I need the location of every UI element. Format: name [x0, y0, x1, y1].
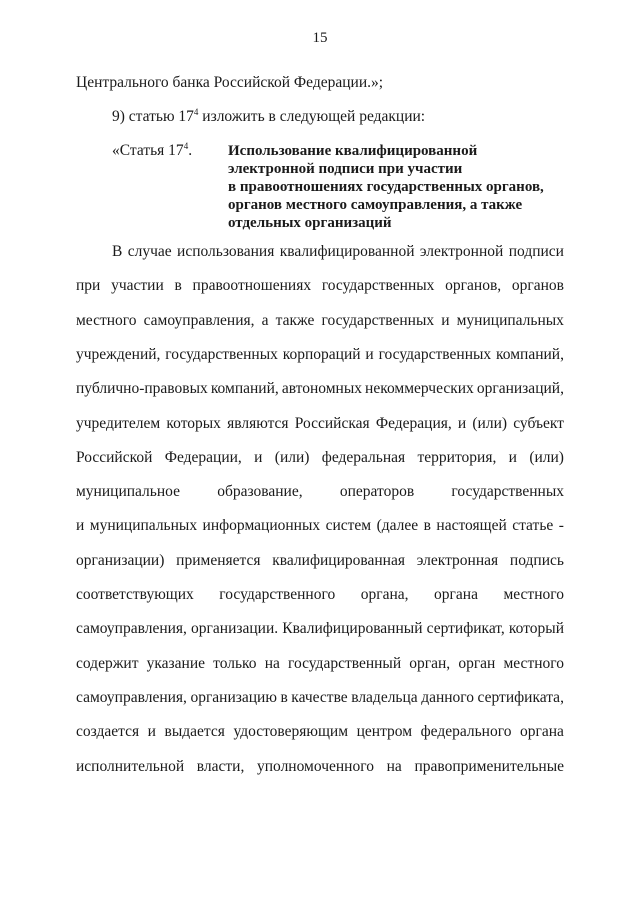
body-word: (или) — [529, 448, 564, 466]
body-word: электронная — [416, 551, 499, 569]
body-word: организаций, — [476, 380, 564, 398]
body-line — [76, 620, 564, 638]
body-word: и — [76, 517, 85, 535]
body-word: - — [558, 517, 564, 535]
body-word: образование, — [217, 483, 303, 501]
body-word: центром — [356, 723, 413, 741]
page-number: 15 — [312, 30, 328, 46]
body-word: Квалифицированный — [282, 620, 423, 638]
body-line — [76, 655, 564, 673]
article-title — [228, 142, 558, 232]
article-title-line: в правоотношениях государственных органов, — [228, 179, 544, 195]
body-word: муниципальных — [456, 311, 564, 329]
body-word: организации) — [76, 551, 165, 569]
body-word: государственных — [321, 311, 435, 329]
body-word: компаний, — [210, 380, 279, 398]
body-word: квалифицированной — [279, 243, 415, 260]
body-word: Российской — [76, 448, 153, 466]
body-word: данного — [421, 688, 475, 706]
body-word: исполнительной — [76, 757, 185, 775]
body-word: и — [457, 414, 467, 432]
body-word: соответствующих — [76, 586, 194, 603]
body-word: на — [386, 757, 402, 775]
body-word: (далее — [376, 517, 419, 535]
body-word: квалифицированная — [272, 551, 405, 569]
body-word: В — [112, 243, 123, 260]
body-word: указание — [146, 654, 206, 672]
body-word: государственного — [219, 586, 336, 603]
body-word: Федерации, — [164, 448, 242, 466]
body-word: в — [174, 277, 182, 295]
body-word: владельца — [351, 688, 418, 706]
body-word: и — [508, 448, 517, 466]
body-word: местного — [76, 311, 137, 329]
body-word: создается — [76, 723, 140, 741]
body-word: федеральная — [321, 448, 406, 466]
item-suffix: изложить в следующей редакции: — [198, 108, 426, 125]
body-word: и — [147, 723, 156, 741]
body-word: органов — [511, 277, 564, 295]
amendment-item — [112, 108, 425, 126]
body-word: сертификат, — [426, 620, 505, 638]
article-title-line: отдельных организаций — [228, 215, 392, 231]
body-word: применяется — [176, 551, 261, 569]
body-word: государственных — [451, 483, 564, 501]
body-word: и — [441, 311, 450, 329]
body-word: компаний, — [496, 345, 564, 363]
body-word: на — [264, 654, 280, 672]
body-word: в — [423, 517, 431, 535]
article-title-line: электронной подписи при участии — [228, 161, 463, 177]
body-word: субъект — [513, 414, 564, 432]
body-word: учреждений, — [76, 345, 161, 363]
body-word: также — [275, 311, 315, 329]
body-word: орган, — [409, 654, 451, 672]
body-word: организации. — [191, 620, 279, 638]
body-word: корпораций — [282, 345, 361, 363]
body-word: качестве — [291, 688, 348, 706]
body-word: использования — [177, 243, 275, 260]
body-word: и — [365, 345, 374, 363]
body-word: уполномоченного — [256, 757, 374, 775]
body-word: и — [254, 448, 263, 466]
body-word: органов, — [445, 277, 502, 295]
body-word: государственных — [165, 345, 278, 363]
body-word: при — [76, 277, 101, 295]
body-word: являются — [227, 414, 289, 432]
body-word: власти, — [196, 757, 245, 775]
body-line — [76, 483, 564, 501]
article-label-prefix: «Статья 17 — [112, 142, 184, 159]
body-word: сертификата, — [477, 688, 564, 706]
body-word: органа, — [360, 586, 409, 603]
body-word: случае — [127, 243, 172, 260]
body-word: систем — [325, 517, 372, 535]
body-word: правоприменительные — [414, 757, 564, 775]
body-line — [76, 415, 564, 433]
article-title-line: органов местного самоуправления, а также — [228, 197, 523, 213]
item-prefix: 9) статью 17 — [112, 108, 194, 125]
body-word: в — [280, 688, 288, 706]
body-word: органа — [434, 586, 478, 603]
body-word: удостоверяющим — [233, 723, 349, 741]
body-word: (или) — [472, 414, 508, 432]
body-word: самоуправления, — [76, 620, 187, 638]
body-word: учредителем — [76, 414, 161, 432]
body-word: органа — [520, 723, 564, 741]
body-word: который — [508, 620, 564, 638]
body-word: государственных — [321, 277, 435, 295]
body-word: Федерация, — [375, 414, 452, 432]
body-word: орган — [458, 654, 496, 672]
body-word: настоящей — [436, 517, 507, 535]
body-word: которых — [166, 414, 221, 432]
intro-line: Центрального банка Российской Федерации.»; — [76, 74, 384, 91]
body-line — [76, 517, 564, 535]
body-word: электронной — [419, 243, 504, 260]
body-word: некоммерческих — [365, 380, 474, 398]
body-word: правоотношениях — [192, 277, 312, 295]
body-word: самоуправления, — [143, 311, 255, 329]
body-word: только — [213, 654, 257, 672]
body-word: государственных — [378, 345, 492, 363]
body-line — [76, 312, 564, 330]
body-line — [112, 243, 564, 261]
body-line — [76, 758, 564, 776]
body-line — [76, 449, 564, 467]
body-word: муниципальное — [76, 483, 180, 501]
body-line — [76, 689, 564, 707]
body-word: федерального — [420, 723, 512, 741]
body-word: статье — [512, 517, 554, 535]
body-word: муниципальных — [89, 517, 198, 535]
body-word: а — [261, 311, 269, 329]
body-word: информационных — [202, 517, 321, 535]
body-word: выдается — [164, 723, 225, 741]
body-word: территория, — [417, 448, 497, 466]
body-word: местного — [503, 654, 564, 672]
body-word: (или) — [274, 448, 310, 466]
body-line — [76, 586, 564, 604]
article-label-suffix: . — [188, 142, 193, 159]
body-line — [76, 723, 564, 741]
body-word: местного — [503, 586, 564, 603]
item-sup: 4 — [193, 107, 199, 117]
body-word: организацию — [190, 688, 277, 706]
body-line — [76, 380, 564, 398]
body-line — [76, 277, 564, 295]
article-label — [112, 142, 192, 160]
body-word: государственный — [288, 654, 402, 672]
body-word: участии — [111, 277, 164, 295]
body-word: содержит — [76, 654, 139, 672]
body-line — [76, 552, 564, 570]
body-word: автономных — [281, 380, 362, 398]
body-word: самоуправления, — [76, 688, 187, 706]
article-title-line: Использование квалифицированной — [228, 143, 478, 159]
body-word: операторов — [339, 483, 415, 501]
body-word: Российская — [294, 414, 370, 432]
body-word: публично-правовых — [76, 380, 208, 398]
body-word: подписи — [508, 243, 564, 260]
body-word: подпись — [509, 551, 564, 569]
article-label-sup: 4 — [183, 141, 189, 151]
body-line — [76, 346, 564, 364]
